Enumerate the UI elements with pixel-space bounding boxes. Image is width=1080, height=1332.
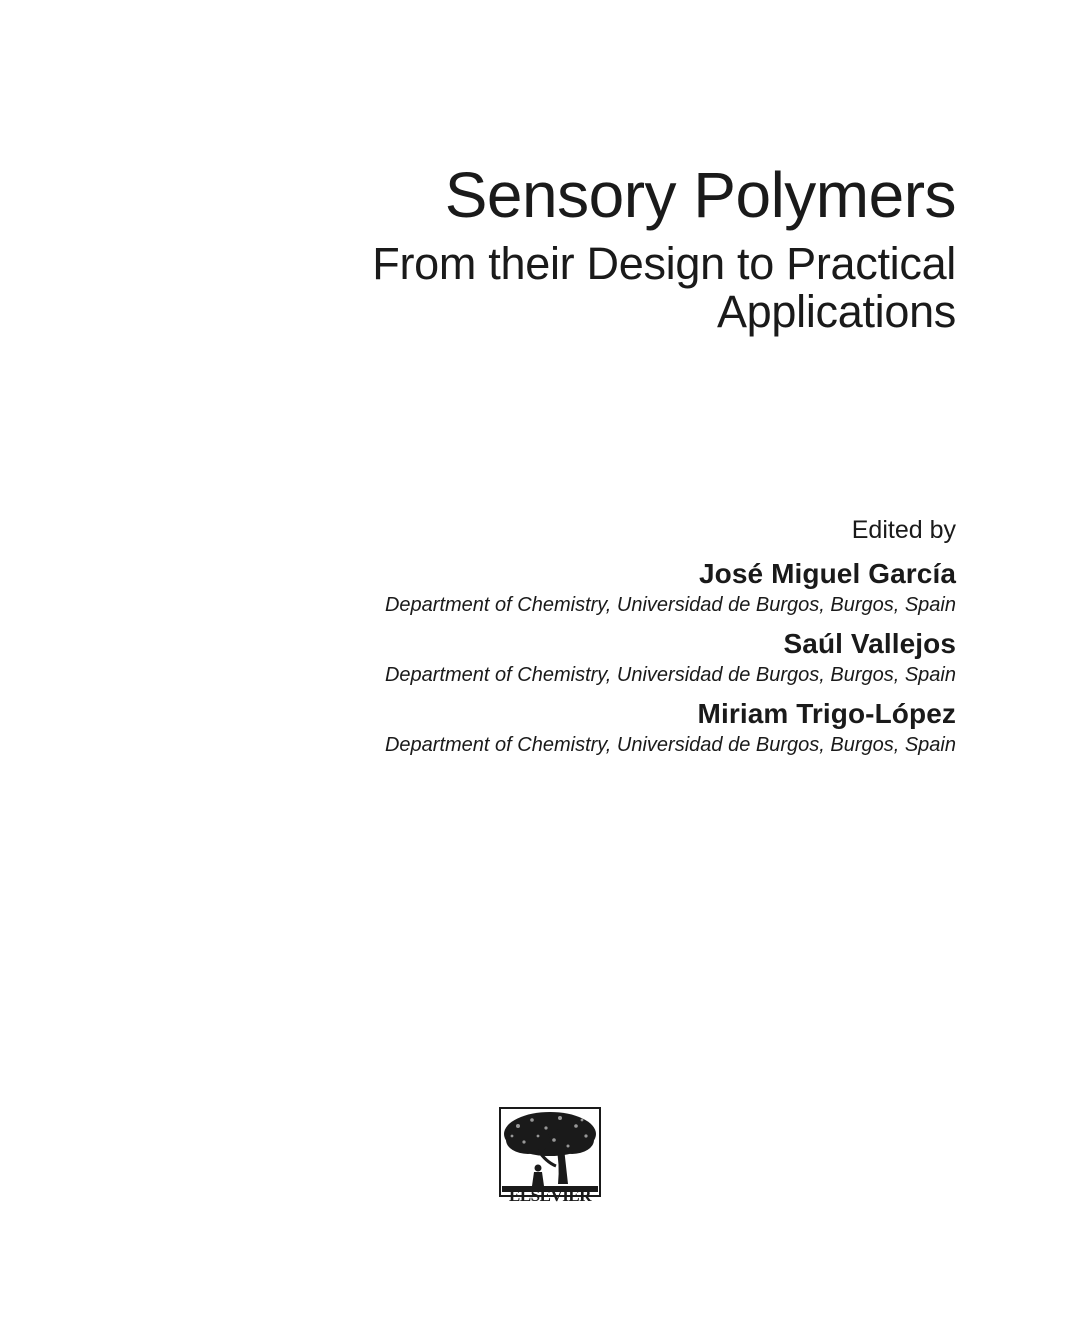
subtitle-line-1: From their Design to Practical: [372, 238, 956, 289]
book-subtitle: [196, 240, 956, 336]
editor-entry: [196, 556, 956, 618]
editor-affiliation: Department of Chemistry, Universidad de Burgos, Burgos, Spain: [384, 664, 956, 686]
book-title: Sensory Polymers: [444, 159, 956, 231]
editor-name: Miriam Trigo-López: [697, 698, 956, 729]
subtitle-line-2: Applications: [716, 286, 956, 337]
editor-entry: [196, 696, 956, 758]
publisher-name: ELSEVIER: [509, 1186, 591, 1205]
editor-affiliation: Department of Chemistry, Universidad de Burgos, Burgos, Spain: [384, 594, 956, 616]
editor-affiliation: Department of Chemistry, Universidad de Burgos, Burgos, Spain: [384, 734, 956, 756]
editors-block: [196, 514, 956, 766]
editor-entry: [196, 626, 956, 688]
title-block: [196, 156, 956, 336]
editor-name: Saúl Vallejos: [783, 628, 956, 659]
editor-name: José Miguel García: [698, 558, 956, 589]
edited-by-label: Edited by: [851, 516, 956, 544]
